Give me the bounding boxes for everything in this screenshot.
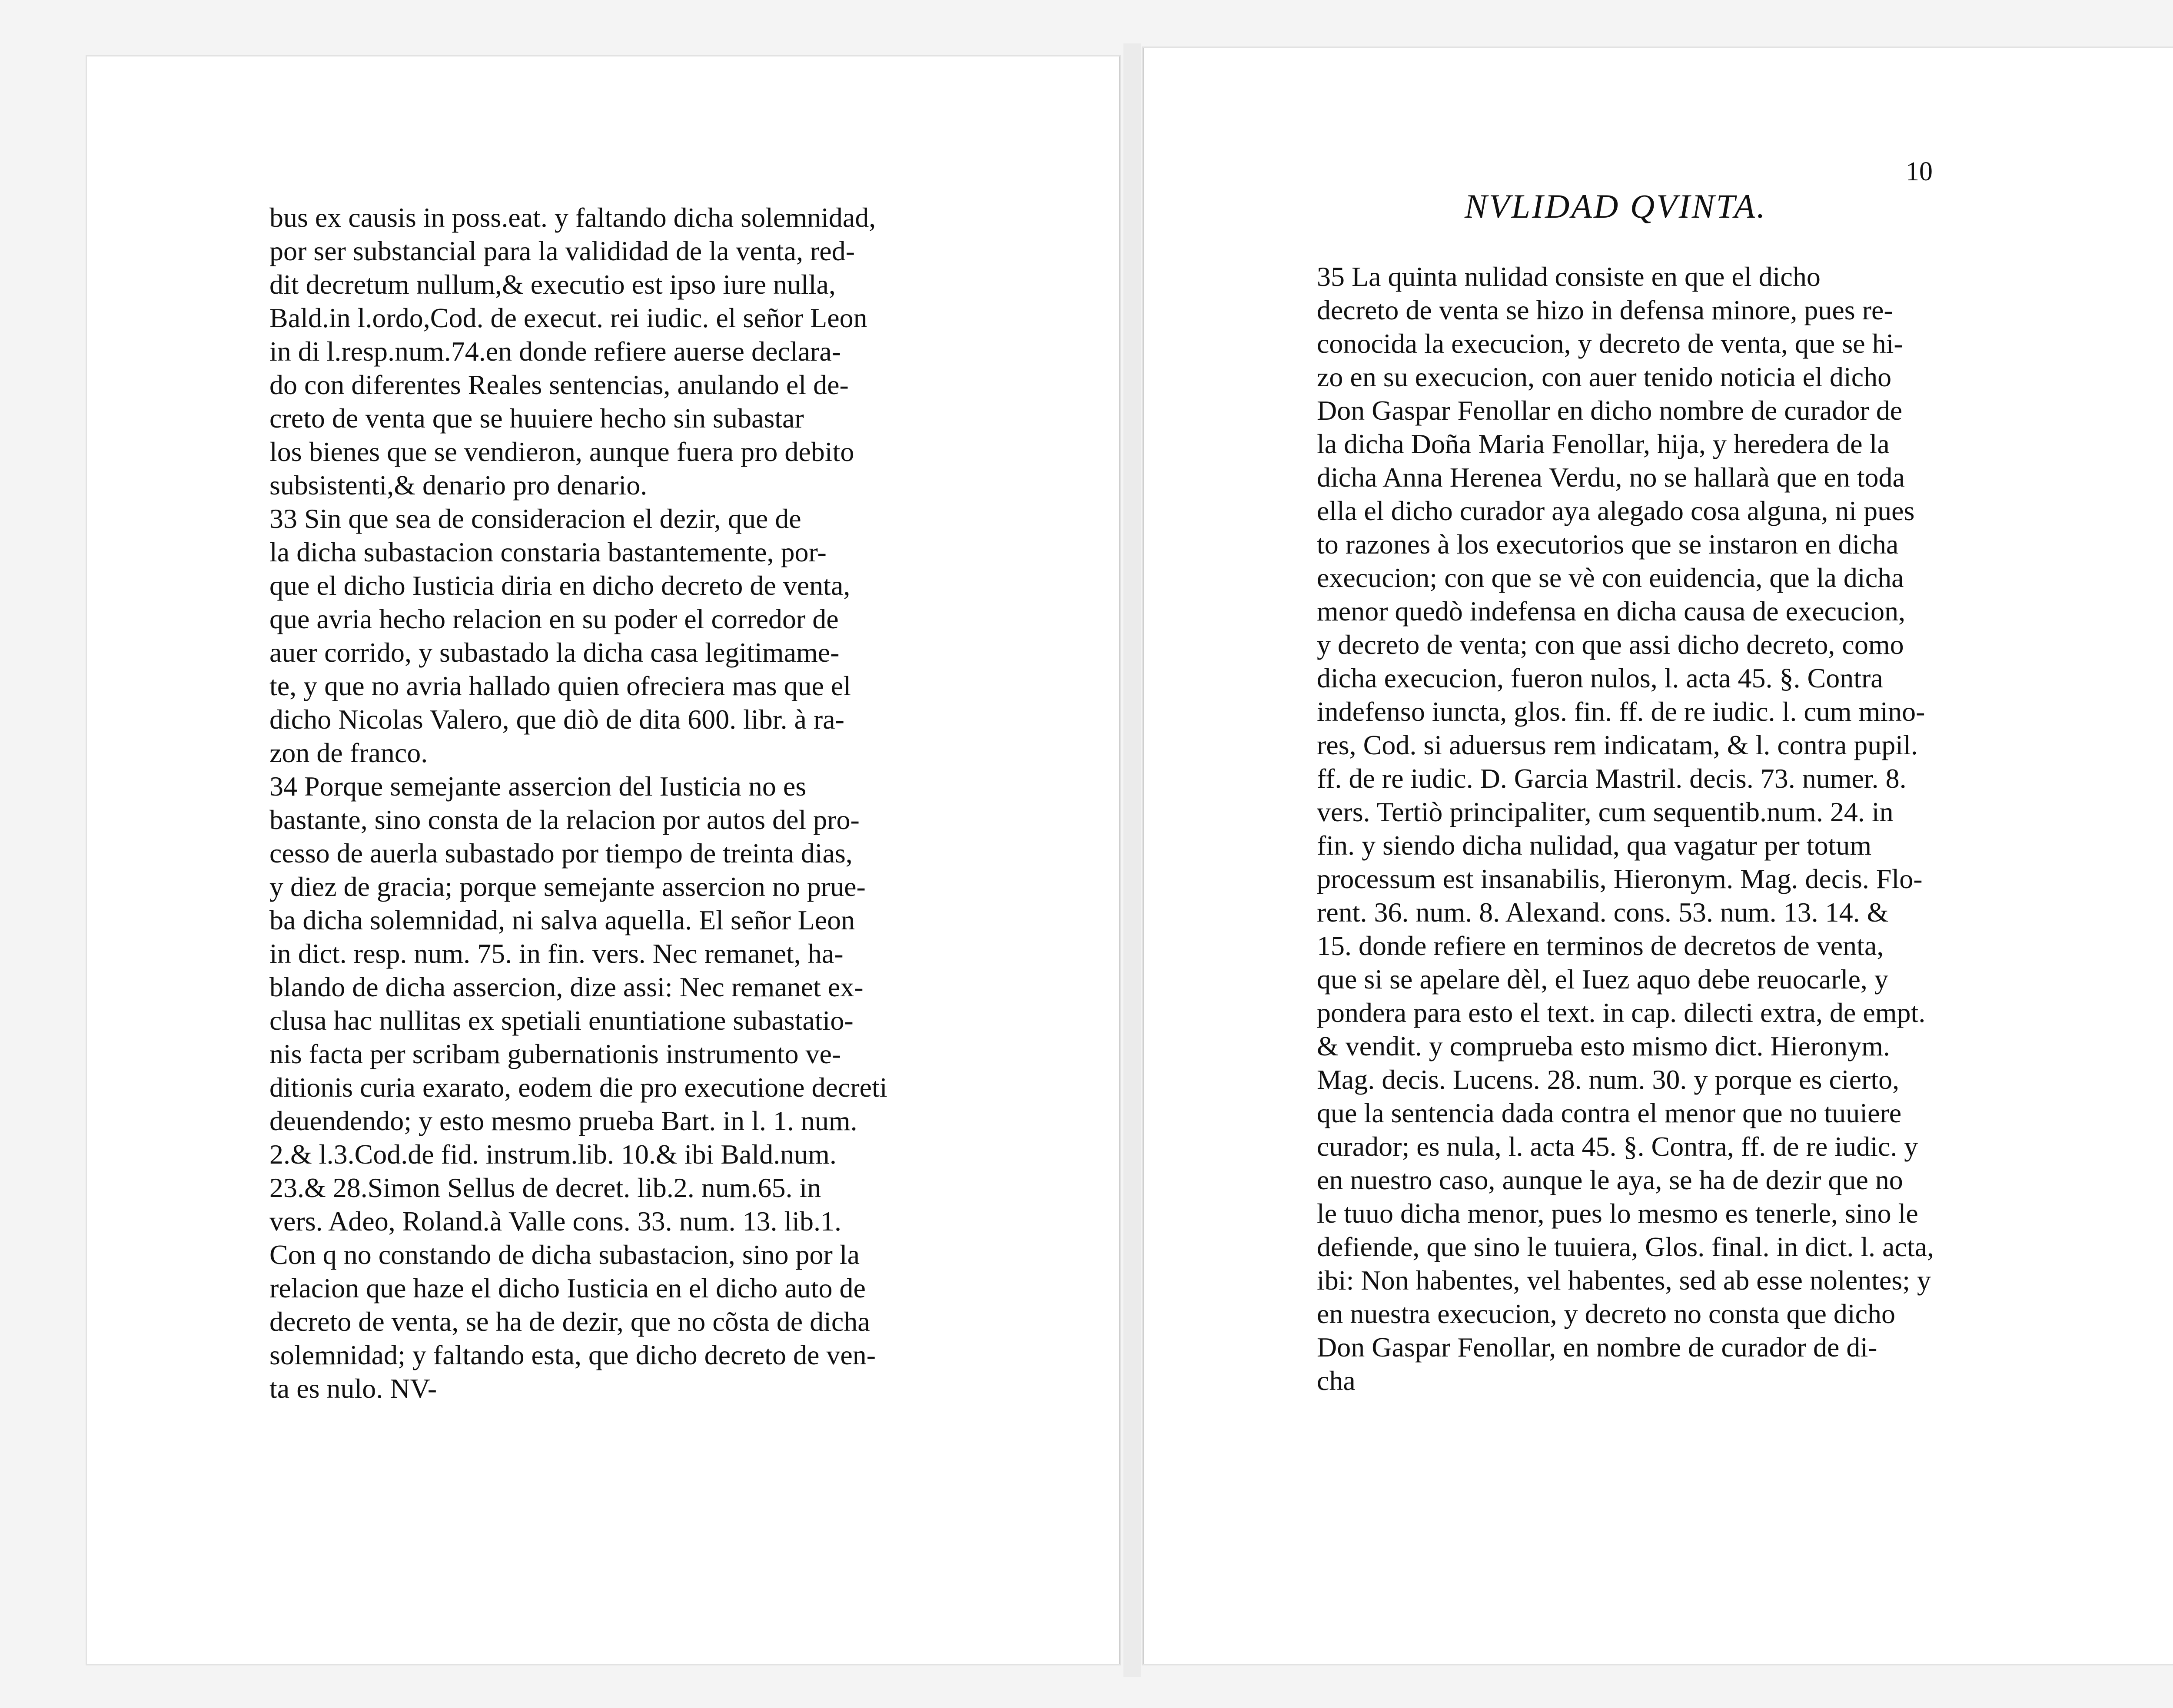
- text-line: relacion que haze el dicho Iusticia en el dicho auto de: [269, 1273, 866, 1303]
- text-line: que si se apelare dèl, el Iuez aquo debe reuocarle, y: [1317, 964, 1888, 995]
- left-page-text: [269, 201, 943, 1405]
- right-page-text: [1317, 260, 1988, 1397]
- text-line: 35 La quinta nulidad consiste en que el dicho: [1317, 261, 1821, 292]
- text-line: indefenso iuncta, glos. fin. ff. de re iudic. l. cum mino-: [1317, 696, 1925, 727]
- text-line: la dicha subastacion constaria bastantemente, por-: [269, 537, 827, 567]
- text-line: conocida la execucion, y decreto de venta, que se hi-: [1317, 328, 1903, 359]
- text-line: Con q no constando de dicha subastacion, sino por la: [269, 1239, 860, 1270]
- text-line: en nuestra execucion, y decreto no consta que dicho: [1317, 1298, 1896, 1329]
- text-line: decreto de venta, se ha de dezir, que no cõsta de dicha: [269, 1306, 870, 1337]
- text-line: ba dicha solemnidad, ni salva aquella. El señor Leon: [269, 905, 855, 935]
- text-line: dicha execucion, fueron nulos, l. acta 45. §. Contra: [1317, 663, 1883, 693]
- text-line: por ser substancial para la valididad de la venta, red-: [269, 235, 855, 266]
- text-line: blando de dicha assercion, dize assi: Nec remanet ex-: [269, 972, 864, 1002]
- text-line: dicho Nicolas Valero, que diò de dita 600. libr. à ra-: [269, 704, 844, 735]
- section-heading: NVLIDAD QVINTA.: [1465, 187, 1767, 225]
- text-line: cesso de auerla subastado por tiempo de treinta dias,: [269, 838, 853, 869]
- text-line: to razones à los executorios que se instaron en dicha: [1317, 529, 1899, 560]
- text-line: rent. 36. num. 8. Alexand. cons. 53. num. 13. 14. &: [1317, 897, 1889, 928]
- text-line: que avria hecho relacion en su poder el corredor de: [269, 604, 839, 634]
- text-line: clusa hac nullitas ex spetiali enuntiatione subastatio-: [269, 1005, 854, 1036]
- text-line: 15. donde refiere en terminos de decretos de venta,: [1317, 930, 1884, 961]
- text-line: creto de venta que se huuiere hecho sin subastar: [269, 403, 804, 434]
- book-gutter: [1123, 43, 1141, 1677]
- text-line: & vendit. y comprueba esto mismo dict. Hieronym.: [1317, 1031, 1890, 1061]
- text-line: ditionis curia exarato, eodem die pro executione decreti: [269, 1072, 887, 1103]
- text-line: bastante, sino consta de la relacion por autos del pro-: [269, 804, 860, 835]
- text-line: 2.& l.3.Cod.de fid. instrum.lib. 10.& ibi Bald.num.: [269, 1139, 837, 1170]
- text-line: fin. y siendo dicha nulidad, qua vagatur per totum: [1317, 830, 1872, 861]
- text-line: ella el dicho curador aya alegado cosa alguna, ni pues: [1317, 495, 1915, 526]
- text-line: los bienes que se vendieron, aunque fuera pro debito: [269, 436, 854, 467]
- text-line: ta es nulo. NV-: [269, 1373, 437, 1404]
- text-line: que el dicho Iusticia diria en dicho decreto de venta,: [269, 570, 851, 601]
- text-line: Mag. decis. Lucens. 28. num. 30. y porque es cierto,: [1317, 1064, 1900, 1095]
- text-line: processum est insanabilis, Hieronym. Mag. decis. Flo-: [1317, 863, 1923, 894]
- text-line: deuendendo; y esto mesmo prueba Bart. in l. 1. num.: [269, 1105, 857, 1136]
- text-line: curador; es nula, l. acta 45. §. Contra, ff. de re iudic. y: [1317, 1131, 1918, 1162]
- text-line: zo en su execucion, con auer tenido noticia el dicho: [1317, 361, 1892, 392]
- text-line: vers. Adeo, Roland.à Valle cons. 33. num. 13. lib.1.: [269, 1206, 841, 1237]
- text-line: subsistenti,& denario pro denario.: [269, 470, 648, 501]
- text-line: nis facta per scribam gubernationis instrumento ve-: [269, 1038, 841, 1069]
- text-line: menor quedò indefensa en dicha causa de execucion,: [1317, 596, 1906, 627]
- text-line: in di l.resp.num.74.en donde refiere auerse declara-: [269, 336, 841, 367]
- text-line: dicha Anna Herenea Verdu, no se hallarà que en toda: [1317, 462, 1905, 493]
- text-line: defiende, que sino le tuuiera, Glos. final. in dict. l. acta,: [1317, 1231, 1934, 1262]
- text-line: la dicha Doña Maria Fenollar, hija, y heredera de la: [1317, 428, 1890, 459]
- text-line: in dict. resp. num. 75. in fin. vers. Nec remanet, ha-: [269, 938, 844, 969]
- page-number: 10: [1906, 157, 1933, 186]
- text-line: bus ex causis in poss.eat. y faltando dicha solemnidad,: [269, 202, 876, 233]
- text-line: execucion; con que se vè con euidencia, que la dicha: [1317, 562, 1904, 593]
- text-line: Bald.in l.ordo,Cod. de execut. rei iudic. el señor Leon: [269, 302, 867, 333]
- text-line: zon de franco.: [269, 737, 428, 768]
- text-line: vers. Tertiò principaliter, cum sequentib.num. 24. in: [1317, 796, 1894, 827]
- text-line: le tuuo dicha menor, pues lo mesmo es tenerle, sino le: [1317, 1198, 1918, 1229]
- text-line: 34 Porque semejante assercion del Iusticia no es: [269, 771, 807, 802]
- text-line: ibi: Non habentes, vel habentes, sed ab esse nolentes; y: [1317, 1265, 1931, 1296]
- text-line: que la sentencia dada contra el menor que no tuuiere: [1317, 1098, 1902, 1128]
- text-line: ff. de re iudic. D. Garcia Mastril. decis. 73. numer. 8.: [1317, 763, 1907, 794]
- text-line: y decreto de venta; con que assi dicho decreto, como: [1317, 629, 1904, 660]
- text-line: te, y que no avria hallado quien ofreciera mas que el: [269, 670, 851, 701]
- text-line: do con diferentes Reales sentencias, anulando el de-: [269, 369, 849, 400]
- text-line: y diez de gracia; porque semejante assercion no prue-: [269, 871, 866, 902]
- text-line: dit decretum nullum,& executio est ipso iure nulla,: [269, 269, 836, 300]
- text-line: auer corrido, y subastado la dicha casa legitimame-: [269, 637, 840, 668]
- text-line: 33 Sin que sea de consideracion el dezir, que de: [269, 503, 801, 534]
- text-line: res, Cod. si aduersus rem indicatam, & l. contra pupil.: [1317, 730, 1918, 760]
- text-line: cha: [1317, 1365, 1356, 1396]
- text-line: Don Gaspar Fenollar, en nombre de curador de di-: [1317, 1332, 1877, 1363]
- text-line: 23.& 28.Simon Sellus de decret. lib.2. num.65. in: [269, 1172, 821, 1203]
- text-line: decreto de venta se hizo in defensa minore, pues re-: [1317, 295, 1893, 325]
- text-line: solemnidad; y faltando esta, que dicho decreto de ven-: [269, 1340, 876, 1370]
- text-line: en nuestro caso, aunque le aya, se ha de dezir que no: [1317, 1164, 1903, 1195]
- text-line: pondera para esto el text. in cap. dilecti extra, de empt.: [1317, 997, 1926, 1028]
- text-line: Don Gaspar Fenollar en dicho nombre de curador de: [1317, 395, 1903, 426]
